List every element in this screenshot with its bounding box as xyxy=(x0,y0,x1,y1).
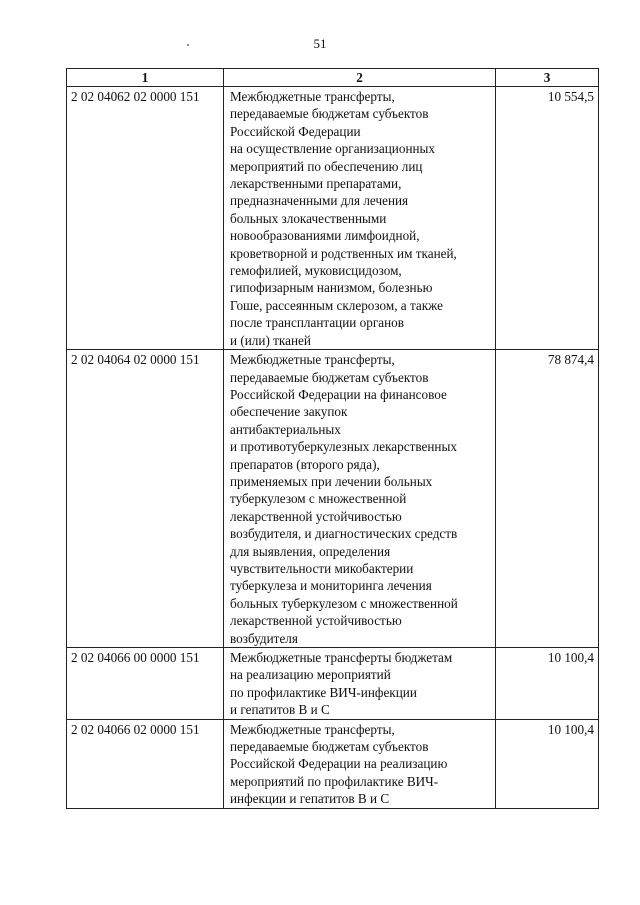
description-cell: Межбюджетные трансферты, передаваемые бюджетам субъектов Российской Федерации на осуществление организационных мероприятий по обеспечению лиц лекарственными препаратами, предназначенными для лечения больных злокачественными новообразованиями лимфоидной, кроветворной и родственных им тканей, гемофилией, муковисцидозом, гипофизарным нанизмом, болезнью Гоше, рассеянным склерозом, а также после трансплантации органов и (или) тканей xyxy=(224,87,496,350)
budget-code-cell: 2 02 04062 02 0000 151 xyxy=(67,87,224,350)
scan-speck xyxy=(187,44,189,46)
table-header-row xyxy=(67,69,599,87)
description-cell: Межбюджетные трансферты, передаваемые бюджетам субъектов Российской Федерации на финансовое обеспечение закупок антибактериальных и противотуберкулезных лекарственных препаратов (второго ряда), применяемых при лечении больных туберкулезом с множественной лекарственной устойчивостью возбудителя, и диагностических средств для выявления, определения чувствительности микобактерии туберкулеза и мониторинга лечения больных туберкулезом с множественной лекарственной устойчивостью возбудителя xyxy=(224,350,496,648)
budget-transfers-table xyxy=(66,68,599,809)
table-row xyxy=(67,719,599,808)
description-cell: Межбюджетные трансферты бюджетам на реализацию мероприятий по профилактике ВИЧ-инфекции и гепатитов В и С xyxy=(224,648,496,720)
amount-cell: 10 100,4 xyxy=(496,719,599,808)
description-cell: Межбюджетные трансферты, передаваемые бюджетам субъектов Российской Федерации на реализацию мероприятий по профилактике ВИЧ- инфекции и гепатитов В и С xyxy=(224,719,496,808)
column-header-amount: 3 xyxy=(496,69,599,87)
table-row xyxy=(67,87,599,350)
amount-cell: 10 554,5 xyxy=(496,87,599,350)
budget-code-cell: 2 02 04066 02 0000 151 xyxy=(67,719,224,808)
column-header-description: 2 xyxy=(224,69,496,87)
page-number: 51 xyxy=(313,36,327,51)
budget-code-cell: 2 02 04064 02 0000 151 xyxy=(67,350,224,648)
column-header-code: 1 xyxy=(67,69,224,87)
amount-cell: 78 874,4 xyxy=(496,350,599,648)
table-row xyxy=(67,648,599,720)
amount-cell: 10 100,4 xyxy=(496,648,599,720)
table-row xyxy=(67,350,599,648)
budget-code-cell: 2 02 04066 00 0000 151 xyxy=(67,648,224,720)
